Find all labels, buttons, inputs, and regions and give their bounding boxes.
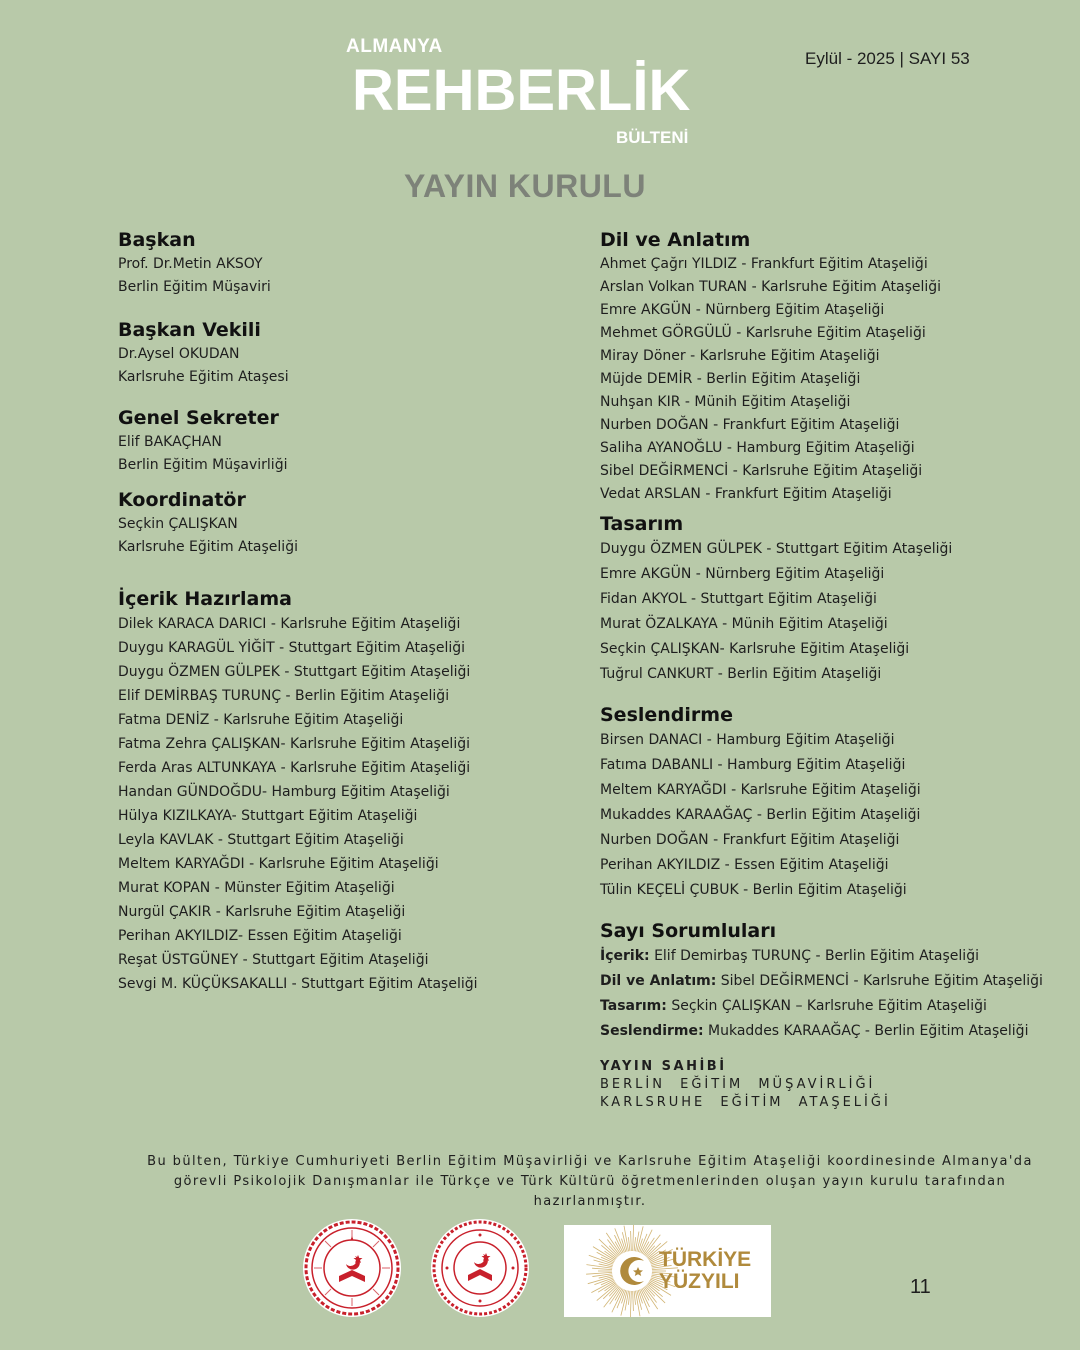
turkiye-yuzyili-logo [564,1225,771,1317]
responsible-text: Elif Demirbaş TURUNÇ - Berlin Eğitim Ataşeliği [649,948,979,964]
section-dil-ve-anlatim [600,227,941,506]
member-line: Berlin Eğitim Müşaviri [118,279,271,296]
publisher-label: YAYIN SAHİBİ [600,1059,727,1074]
masthead-title: REHBERLİK [352,58,691,123]
member-line: Fatma DENİZ - Karlsruhe Eğitim Ataşeliği [118,712,404,728]
ministry-of-education-seal-icon [302,1218,402,1318]
section-icerik-hazirlama [118,586,478,996]
member-line: Nuhşan KIR - Münih Eğitim Ataşeliği [600,394,851,410]
page-number: 11 [910,1276,931,1298]
member-line: Mukaddes KARAAĞAÇ - Berlin Eğitim Ataşeliği [600,807,921,823]
board-title: YAYIN KURULU [404,168,646,204]
responsible-text: Sibel DEĞİRMENCİ - Karlsruhe Eğitim Ataşeliği [716,973,1043,989]
member-line: Murat ÖZALKAYA - Münih Eğitim Ataşeliği [600,616,888,632]
responsible-line [600,969,1043,994]
member-line: Emre AKGÜN - Nürnberg Eğitim Ataşeliği [600,302,885,318]
member-line: Seçkin ÇALIŞKAN [118,516,238,532]
member-line: Vedat ARSLAN - Frankfurt Eğitim Ataşeliği [600,486,892,502]
section-title: Sayı Sorumluları [600,920,777,942]
masthead-bottom: BÜLTENİ [616,128,689,147]
member-line: Sibel DEĞİRMENCİ - Karlsruhe Eğitim Ataşeliği [600,463,923,479]
member-line: Nurben DOĞAN - Frankfurt Eğitim Ataşeliği [600,417,900,433]
member-line: Reşat ÜSTGÜNEY - Stuttgart Eğitim Ataşeliği [118,952,429,968]
member-line: Tülin KEÇELİ ÇUBUK - Berlin Eğitim Ataşeliği [600,882,907,898]
member-line: Dr.Aysel OKUDAN [118,346,240,362]
section-genel-sekreter [118,405,287,477]
member-line: Meltem KARYAĞDI - Karlsruhe Eğitim Ataşeliği [118,856,439,872]
member-line: Fatma Zehra ÇALIŞKAN- Karlsruhe Eğitim Ataşeliği [118,736,470,752]
member-line: Müjde DEMİR - Berlin Eğitim Ataşeliği [600,371,861,387]
member-line: Duygu ÖZMEN GÜLPEK - Stuttgart Eğitim Ataşeliği [118,664,471,680]
section-title: Başkan Vekili [118,319,261,341]
member-line: Arslan Volkan TURAN - Karlsruhe Eğitim Ataşeliği [600,279,942,295]
member-line: Duygu KARAGÜL YİĞİT - Stuttgart Eğitim Ataşeliği [118,640,465,656]
member-line: Perihan AKYILDIZ - Essen Eğitim Ataşeliği [600,857,889,873]
responsible-label: Dil ve Anlatım: [600,973,717,989]
masthead-top: ALMANYA [346,36,443,57]
section-tasarim [600,511,952,687]
member-line: Emre AKGÜN - Nürnberg Eğitim Ataşeliği [600,566,885,582]
section-title: Genel Sekreter [118,407,279,429]
member-line: Dilek KARACA DARICI - Karlsruhe Eğitim Ataşeliği [118,616,461,632]
section-baskan-vekili [118,317,289,389]
member-line: Seçkin ÇALIŞKAN- Karlsruhe Eğitim Ataşeliği [600,641,910,657]
responsible-line [600,1019,1043,1044]
section-baskan [118,227,271,299]
member-line: Murat KOPAN - Münster Eğitim Ataşeliği [118,880,395,896]
section-title: Başkan [118,229,196,251]
brand-line1: TÜRKİYE [659,1248,752,1271]
member-line: Hülya KIZILKAYA- Stuttgart Eğitim Ataşeliği [118,808,418,824]
section-title: Dil ve Anlatım [600,229,751,251]
responsible-label: İçerik: [600,948,650,964]
publisher-block [600,1058,891,1112]
psychological-counseling-seal-icon [430,1218,530,1318]
member-line: Birsen DANACI - Hamburg Eğitim Ataşeliği [600,732,895,748]
responsible-text: Seçkin ÇALIŞKAN – Karlsruhe Eğitim Ataşeliği [666,998,987,1014]
publisher-line: KARLSRUHE EĞİTİM ATAŞELİĞİ [600,1095,891,1110]
member-line: Duygu ÖZMEN GÜLPEK - Stuttgart Eğitim Ataşeliği [600,541,953,557]
member-line: Perihan AKYILDIZ- Essen Eğitim Ataşeliği [118,928,402,944]
member-line: Fidan AKYOL - Stuttgart Eğitim Ataşeliği [600,591,877,607]
member-line: Berlin Eğitim Müşavirliği [118,457,288,474]
member-line: Nurben DOĞAN - Frankfurt Eğitim Ataşeliği [600,832,900,848]
issue-info: Eylül - 2025 | SAYI 53 [805,49,970,68]
brand-line2: YÜZYILI [659,1270,740,1293]
member-line: Miray Döner - Karlsruhe Eğitim Ataşeliği [600,348,880,364]
section-title: İçerik Hazırlama [118,588,292,610]
member-line: Leyla KAVLAK - Stuttgart Eğitim Ataşeliği [118,832,404,848]
member-line: Saliha AYANOĞLU - Hamburg Eğitim Ataşeliği [600,440,915,456]
section-seslendirme [600,702,921,903]
member-line: Sevgi M. KÜÇÜKSAKALLI - Stuttgart Eğitim Ataşeliği [118,976,478,992]
responsible-text: Mukaddes KARAAĞAÇ - Berlin Eğitim Ataşeliği [703,1023,1029,1039]
member-line: Meltem KARYAĞDI - Karlsruhe Eğitim Ataşeliği [600,782,921,798]
member-line: Handan GÜNDOĞDU- Hamburg Eğitim Ataşeliği [118,784,450,800]
section-koordinator [118,487,298,559]
member-line: Tuğrul CANKURT - Berlin Eğitim Ataşeliği [600,666,882,682]
responsible-line [600,944,1043,969]
member-line: Prof. Dr.Metin AKSOY [118,256,263,272]
publisher-line: BERLİN EĞİTİM MÜŞAVİRLİĞİ [600,1077,876,1092]
member-line: Nurgül ÇAKIR - Karlsruhe Eğitim Ataşeliği [118,904,406,920]
section-title: Koordinatör [118,489,246,511]
responsible-line [600,994,1043,1019]
member-line: Karlsruhe Eğitim Ataşesi [118,369,289,386]
member-line: Karlsruhe Eğitim Ataşeliği [118,539,298,556]
responsible-label: Tasarım: [600,998,667,1014]
responsible-label: Seslendirme: [600,1023,704,1039]
member-line: Ferda Aras ALTUNKAYA - Karlsruhe Eğitim Ataşeliği [118,760,471,776]
member-line: Ahmet Çağrı YILDIZ - Frankfurt Eğitim Ataşeliği [600,256,928,272]
footnote: Bu bülten, Türkiye Cumhuriyeti Berlin Eğitim Müşavirliği ve Karlsruhe Eğitim Ataşeliği koordinesinde Almanya'da görevli Psikolojik Danışmanlar ile Türkçe ve Türk Kültürü öğretmenlerinden oluşan yayın kurulu tarafından hazırlanmıştır. [147,1154,1033,1209]
member-line: Elif BAKAÇHAN [118,434,222,450]
member-line: Mehmet GÖRGÜLÜ - Karlsruhe Eğitim Ataşeliği [600,325,926,341]
member-line: Fatıma DABANLI - Hamburg Eğitim Ataşeliği [600,757,906,773]
member-line: Elif DEMİRBAŞ TURUNÇ - Berlin Eğitim Ataşeliği [118,688,450,704]
masthead [0,0,1080,160]
section-sayi-sorumlulari [600,918,1043,1044]
section-title: Tasarım [600,513,684,535]
section-title: Seslendirme [600,704,733,726]
